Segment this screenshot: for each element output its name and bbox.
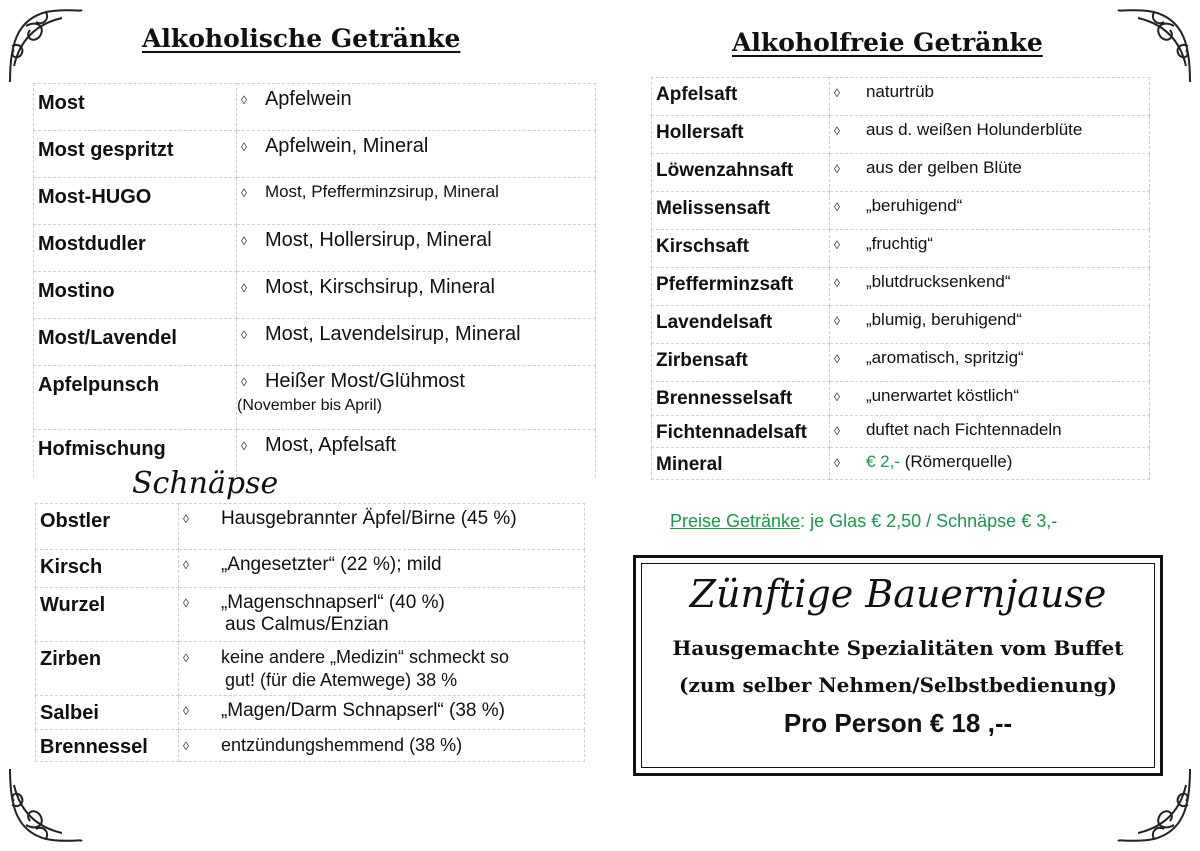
table-row bbox=[36, 550, 585, 588]
drink-desc: Most, Lavendelsirup, Mineral bbox=[264, 323, 521, 345]
heading-alcoholic: Alkoholische Getränke bbox=[142, 24, 461, 53]
drink-name: Mostdudler bbox=[34, 225, 237, 272]
bullet-diamond-icon: ◊ bbox=[241, 280, 247, 295]
table-row bbox=[34, 84, 596, 131]
drink-desc-line2: aus Calmus/Enzian bbox=[225, 614, 389, 636]
jause-price: Pro Person € 18 ,-- bbox=[783, 708, 1013, 738]
drink-note: (November bis April) bbox=[237, 397, 382, 414]
drink-name: Melissensaft bbox=[652, 192, 830, 230]
drink-name: Brennessel bbox=[36, 730, 179, 762]
table-row bbox=[652, 268, 1150, 306]
drink-desc-cell bbox=[830, 306, 1150, 344]
drink-name: Hollersaft bbox=[652, 116, 830, 154]
drink-desc-cell bbox=[830, 344, 1150, 382]
drink-name: Löwenzahnsaft bbox=[652, 154, 830, 192]
drink-desc-cell bbox=[179, 696, 585, 730]
drink-desc: „fruchtig“ bbox=[865, 234, 934, 253]
table-row bbox=[36, 696, 585, 730]
bullet-diamond-icon: ◊ bbox=[241, 233, 247, 248]
drink-desc: „blutdrucksenkend“ bbox=[865, 272, 1011, 291]
drink-name: Most/Lavendel bbox=[34, 319, 237, 366]
table-row bbox=[652, 344, 1150, 382]
table-row bbox=[34, 131, 596, 178]
ornament-corner-icon bbox=[6, 765, 86, 845]
table-row bbox=[652, 78, 1150, 116]
bullet-diamond-icon: ◊ bbox=[183, 704, 189, 718]
bullet-diamond-icon: ◊ bbox=[241, 438, 247, 453]
drink-desc: Heißer Most/Glühmost bbox=[264, 370, 465, 392]
bullet-diamond-icon: ◊ bbox=[183, 558, 189, 572]
jause-note: (zum selber Nehmen/Selbstbedienung) bbox=[679, 673, 1117, 697]
ornament-corner-icon bbox=[1114, 6, 1194, 86]
drink-desc-cell bbox=[179, 730, 585, 762]
table-row bbox=[36, 588, 585, 642]
drink-desc: duftet nach Fichtennadeln bbox=[865, 420, 1062, 439]
bullet-diamond-icon: ◊ bbox=[834, 199, 840, 214]
drink-desc-cell bbox=[179, 642, 585, 696]
bullet-diamond-icon: ◊ bbox=[834, 389, 840, 404]
jause-title: Zünftige Bauernjause bbox=[689, 572, 1107, 616]
table-row bbox=[652, 116, 1150, 154]
bullet-diamond-icon: ◊ bbox=[241, 92, 247, 107]
drink-desc-line2: gut! (für die Atemwege) 38 % bbox=[225, 670, 458, 691]
drink-desc: „unerwartet köstlich“ bbox=[865, 386, 1019, 405]
bullet-diamond-icon: ◊ bbox=[834, 123, 840, 138]
bullet-diamond-icon: ◊ bbox=[834, 313, 840, 328]
drink-name: Mineral bbox=[652, 448, 830, 480]
drink-desc-cell bbox=[237, 430, 596, 477]
drink-desc-cell bbox=[830, 416, 1150, 448]
drink-name: Brennesselsaft bbox=[652, 382, 830, 416]
table-row bbox=[34, 319, 596, 366]
drink-name: Zirben bbox=[36, 642, 179, 696]
drink-name: Hofmischung bbox=[34, 430, 237, 477]
drink-name: Apfelsaft bbox=[652, 78, 830, 116]
drink-desc-cell bbox=[830, 230, 1150, 268]
drink-name: Pfefferminzsaft bbox=[652, 268, 830, 306]
drink-name: Kirsch bbox=[36, 550, 179, 588]
drink-name: Kirschsaft bbox=[652, 230, 830, 268]
drink-desc-cell bbox=[237, 319, 596, 366]
table-row bbox=[652, 230, 1150, 268]
heading-schnaepse: Schnäpse bbox=[132, 466, 279, 501]
drink-name: Apfelpunsch bbox=[34, 366, 237, 430]
bullet-diamond-icon: ◊ bbox=[834, 455, 840, 470]
table-row bbox=[34, 366, 596, 430]
drink-desc: Most, Kirschsirup, Mineral bbox=[264, 276, 495, 298]
bullet-diamond-icon: ◊ bbox=[834, 423, 840, 438]
bullet-diamond-icon: ◊ bbox=[183, 651, 189, 666]
drink-name: Wurzel bbox=[36, 588, 179, 642]
drink-desc-cell bbox=[830, 268, 1150, 306]
schnaepse-table bbox=[35, 503, 585, 762]
table-row bbox=[34, 430, 596, 477]
drink-name: Obstler bbox=[36, 504, 179, 550]
bullet-diamond-icon: ◊ bbox=[241, 185, 247, 200]
bullet-diamond-icon: ◊ bbox=[183, 512, 189, 526]
bullet-diamond-icon: ◊ bbox=[183, 596, 189, 610]
drink-desc-cell bbox=[830, 116, 1150, 154]
drink-desc-cell bbox=[237, 366, 596, 430]
drink-desc: keine andere „Medizin“ schmeckt so bbox=[220, 647, 510, 667]
drink-desc-cell bbox=[179, 550, 585, 588]
drink-desc: aus d. weißen Holunderblüte bbox=[865, 120, 1083, 139]
bullet-diamond-icon: ◊ bbox=[834, 161, 840, 176]
bullet-diamond-icon: ◊ bbox=[241, 139, 247, 154]
bullet-diamond-icon: ◊ bbox=[834, 275, 840, 290]
bullet-diamond-icon: ◊ bbox=[241, 374, 247, 389]
ornament-corner-icon bbox=[1114, 765, 1194, 845]
drink-desc: entzündungshemmend (38 %) bbox=[220, 735, 463, 755]
bullet-diamond-icon: ◊ bbox=[241, 327, 247, 342]
drink-desc: aus der gelben Blüte bbox=[865, 158, 1022, 177]
bullet-diamond-icon: ◊ bbox=[183, 739, 189, 754]
table-row bbox=[652, 382, 1150, 416]
bullet-diamond-icon: ◊ bbox=[834, 351, 840, 366]
drink-name: Mostino bbox=[34, 272, 237, 319]
drink-name: Lavendelsaft bbox=[652, 306, 830, 344]
jause-box bbox=[633, 555, 1163, 776]
drink-desc: Most, Hollersirup, Mineral bbox=[264, 229, 492, 251]
drink-desc: Most, Pfefferminzsirup, Mineral bbox=[264, 182, 499, 201]
drink-desc: „aromatisch, spritzig“ bbox=[865, 348, 1024, 367]
drink-desc-cell bbox=[830, 382, 1150, 416]
drink-name: Salbei bbox=[36, 696, 179, 730]
alcoholic-table bbox=[33, 83, 596, 477]
drink-name: Most-HUGO bbox=[34, 178, 237, 225]
drink-name: Most gespritzt bbox=[34, 131, 237, 178]
table-row bbox=[652, 448, 1150, 480]
bullet-diamond-icon: ◊ bbox=[834, 237, 840, 252]
drink-desc: Apfelwein, Mineral bbox=[264, 135, 429, 157]
drink-desc-cell bbox=[237, 84, 596, 131]
drink-name: Most bbox=[34, 84, 237, 131]
jause-subtitle: Hausgemachte Spezialitäten vom Buffet bbox=[672, 636, 1124, 660]
heading-nonalcoholic: Alkoholfreie Getränke bbox=[732, 28, 1043, 57]
nonalcoholic-table bbox=[651, 77, 1150, 480]
drink-desc: naturtrüb bbox=[865, 82, 934, 101]
table-row bbox=[34, 225, 596, 272]
drink-desc-cell bbox=[830, 448, 1150, 480]
drink-desc: Hausgebrannter Äpfel/Birne (45 %) bbox=[220, 508, 517, 530]
table-row bbox=[36, 730, 585, 762]
drink-desc-cell bbox=[237, 131, 596, 178]
prices-label: Preise Getränke bbox=[670, 511, 801, 531]
drink-desc-cell bbox=[237, 225, 596, 272]
drink-desc-cell bbox=[830, 154, 1150, 192]
table-row bbox=[652, 192, 1150, 230]
drink-desc-cell bbox=[179, 588, 585, 642]
table-row bbox=[34, 178, 596, 225]
table-row bbox=[34, 272, 596, 319]
table-row bbox=[652, 306, 1150, 344]
prices-line bbox=[670, 511, 1057, 532]
drink-desc: „beruhigend“ bbox=[865, 196, 963, 215]
drink-desc: Apfelwein bbox=[264, 88, 352, 110]
prices-text: : je Glas € 2,50 / Schnäpse € 3,- bbox=[800, 511, 1058, 531]
drink-price: € 2,- bbox=[865, 452, 900, 471]
drink-desc: Most, Apfelsaft bbox=[264, 434, 397, 456]
drink-name: Zirbensaft bbox=[652, 344, 830, 382]
table-row bbox=[36, 504, 585, 550]
ornament-corner-icon bbox=[6, 6, 86, 86]
drink-desc-cell bbox=[237, 272, 596, 319]
drink-name: Fichtennadelsaft bbox=[652, 416, 830, 448]
drink-desc: „Magenschnapserl“ (40 %) bbox=[220, 592, 445, 614]
bullet-diamond-icon: ◊ bbox=[834, 85, 840, 100]
drink-desc: „Angesetzter“ (22 %); mild bbox=[220, 554, 442, 576]
drink-desc-cell bbox=[830, 192, 1150, 230]
table-row bbox=[36, 642, 585, 696]
drink-desc: „Magen/Darm Schnapserl“ (38 %) bbox=[220, 700, 505, 722]
drink-desc-cell bbox=[179, 504, 585, 550]
drink-desc-cell bbox=[237, 178, 596, 225]
drink-desc-cell bbox=[830, 78, 1150, 116]
table-row bbox=[652, 154, 1150, 192]
table-row bbox=[652, 416, 1150, 448]
drink-desc: „blumig, beruhigend“ bbox=[865, 310, 1022, 329]
drink-desc: (Römerquelle) bbox=[904, 452, 1013, 471]
